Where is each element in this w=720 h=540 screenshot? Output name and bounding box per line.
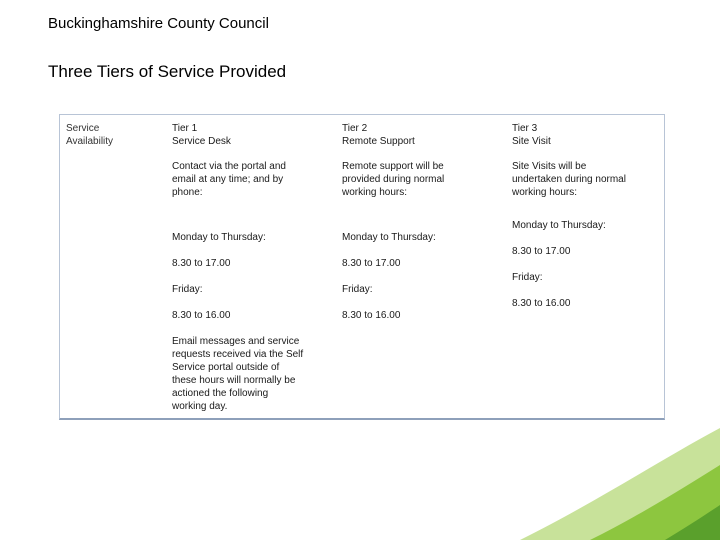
tier-1-hours-weekday: 8.30 to 17.00 [172,258,231,269]
page-title: Three Tiers of Service Provided [48,62,287,81]
tier-2-contact-line: provided during normal [342,174,445,185]
tier-2-contact-line: Remote support will be [342,161,444,172]
decorative-swoosh-graphic [480,420,720,540]
tier-1-hours-friday: 8.30 to 16.00 [172,310,231,321]
tier-3-contact-line: Site Visits will be [512,161,587,172]
tier-1-header [172,122,317,148]
tier-1-note-line: Service portal outside of [172,362,280,373]
row-label-service-availability [66,122,156,148]
tier-3-hours-friday: 8.30 to 16.00 [512,298,571,309]
tier-1-note-line: Email messages and service [172,336,300,347]
row-label-line: Service [66,123,100,134]
tier-3-contact-line: working hours: [512,187,578,198]
tier-2-header [342,122,492,148]
tier-2-name: Tier 2 [342,123,368,134]
tier-1-days-weekday: Monday to Thursday: [172,232,266,243]
tier-3-name: Tier 3 [512,123,538,134]
tier-3-header [512,122,662,148]
tier-1-contact-line: phone: [172,187,203,198]
tier-3-hours-weekday: 8.30 to 17.00 [512,246,571,257]
tier-1-note-line: these hours will normally be [172,375,296,386]
tier-2-contact-line: working hours: [342,187,408,198]
row-label-line: Availability [66,136,114,147]
tier-2-column [342,122,492,322]
tier-2-days-weekday: Monday to Thursday: [342,232,436,243]
tier-1-note-line: actioned the following [172,388,269,399]
tier-3-subtitle: Site Visit [512,136,551,147]
tier-1-note-line: working day. [172,401,228,412]
tier-1-contact-line: Contact via the portal and [172,161,286,172]
tier-1-note-line: requests received via the Self [172,349,304,360]
tier-2-contact [342,160,492,199]
tier-1-column [172,122,317,413]
tier-3-column [512,122,662,310]
tier-2-hours-weekday: 8.30 to 17.00 [342,258,401,269]
service-tiers-table [59,114,665,420]
tier-2-days-friday: Friday: [342,284,373,295]
tier-2-subtitle: Remote Support [342,136,415,147]
tier-3-contact [512,160,662,199]
tier-1-days-friday: Friday: [172,284,203,295]
tier-1-note [172,335,317,413]
tier-3-contact-line: undertaken during normal [512,174,626,185]
organisation-name: Buckinghamshire County Council [48,15,269,32]
tier-1-contact [172,160,317,199]
tier-2-hours-friday: 8.30 to 16.00 [342,310,401,321]
tier-1-contact-line: email at any time; and by [172,174,284,185]
tier-3-days-friday: Friday: [512,272,543,283]
tier-1-name: Tier 1 [172,123,198,134]
tier-3-days-weekday: Monday to Thursday: [512,220,606,231]
tier-1-subtitle: Service Desk [172,136,231,147]
